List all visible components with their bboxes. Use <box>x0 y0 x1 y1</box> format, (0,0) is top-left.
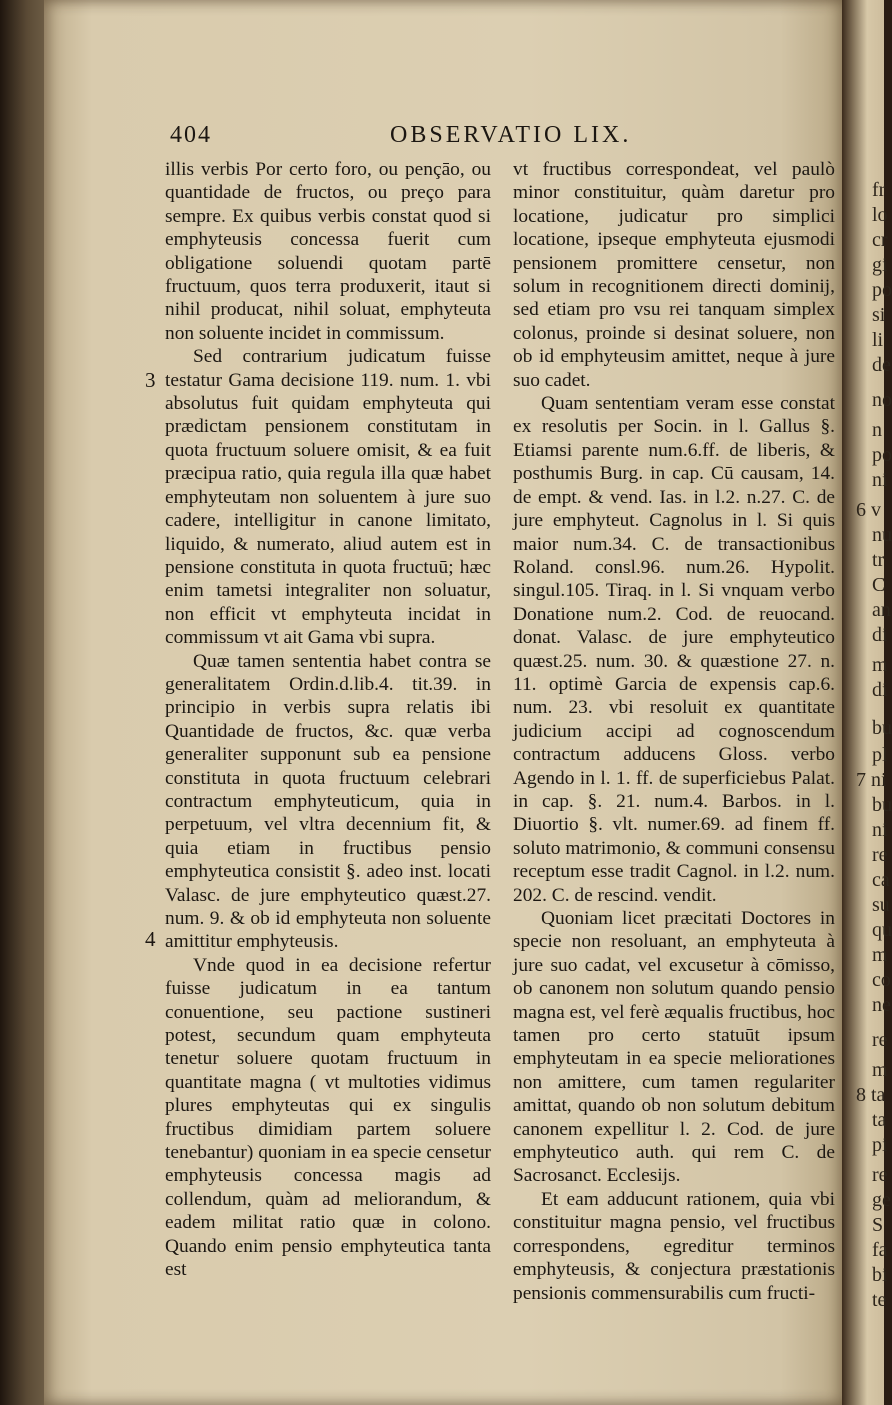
facing-page-fragment: co <box>872 969 891 991</box>
facing-page-fragment: an <box>872 599 891 621</box>
facing-page-fragment: cr <box>872 229 888 251</box>
facing-page-fragment: 8 ta <box>856 1084 886 1106</box>
paragraph: Quam sententiam veram esse constat ex resolutis per Socin. in l. Gallus §. Etiamsi parente num.6.ff. de liberis, & posthumis Burg. in cap. Cū causam, 14. de empt. & vend. Ias. in l.2. n.27. C. de jure emphyteut. Cagnolus in l. Si quis maior num.34. C. de transactionibus Roland. consl.96. num.26. Hypolit. singul.105. Tiraq. in l. Si vnquam verbo Donatione num.2. Cod. de reuocand. donat. Valasc. de jure emphyteutico quæst.25. num. 30. & quæstione 27. n. 11. optimè Garcia de expensis cap.6. num. 23. vbi resoluit ex quantitate judicium accipi ad cognoscendum contractum adducens Gloss. verbo Agendo in l. 1. ff. de superficiebus Palat. in cap. §. 21. num.4. Barbos. in l. Diuortio §. vlt. numer.69. ad finem ff. soluto matrimonio, & communi consensu receptum esse tradit Cagnol. in l.2. num. 202. C. de rescind. vendit. <box>513 393 835 906</box>
facing-page-fragment: m <box>872 654 888 676</box>
running-title: OBSERVATIO LIX. <box>390 122 632 148</box>
facing-page-fragment: ge <box>872 1189 891 1211</box>
facing-page-fragment: fa <box>872 1239 888 1261</box>
facing-page-fragment: m <box>872 944 888 966</box>
facing-page-fragment: re <box>872 1164 888 1186</box>
facing-page-fragment: 6 v <box>856 499 881 521</box>
left-column <box>165 158 491 1282</box>
paragraph: Sed contrarium judicatum fuisse testatur Gama decisione 119. num. 1. vbi absolutus fuit quidam emphyteuta qui prædictam pensionem constitutam in quota fructuum soluere omisit, & ea fuit præcipua ratio, quia regula illa quæ habet emphyteutam non soluentem à jure suo cadere, intelligitur in canone limitato, liquido, & numerato, aliud autem est in pensione constituta in quota fructuū; hæc enim tametsi integraliter non soluatur, non efficit vt emphyteuta incidat in commissum vt ait Gama vbi supra. <box>165 346 491 649</box>
facing-page-fragment: 7 ni <box>856 769 887 791</box>
facing-page-fragment: no <box>872 389 892 411</box>
facing-page-fragment: bu <box>872 717 892 739</box>
facing-page-fragment: de <box>872 354 891 376</box>
facing-page-fragment: si <box>872 304 886 326</box>
facing-page-fragment: C <box>872 574 886 596</box>
facing-page-fragment: re <box>872 844 888 866</box>
paragraph: illis verbis Por certo foro, ou pençāo, ou quantidade de fructos, ou preço para sempre. Ex quibus verbis constat quod si emphyteusis concessa fuerit cum obligatione soluendi quotam partē fructuum, quos terra produxerit, itaut si nihil producat, nihil soluat, emphyteuta non soluente incidet in commissum. <box>165 159 491 344</box>
facing-page-fragment: bu <box>872 794 892 816</box>
facing-page-fragment: te <box>872 1289 887 1311</box>
page-number: 404 <box>170 122 212 148</box>
facing-page-fragment: fr <box>872 179 886 201</box>
facing-page-fragment: n <box>872 419 882 441</box>
page-header <box>170 122 650 152</box>
paragraph: vt fructibus correspondeat, vel paulò minor constituitur, quàm daretur pro locatione, judicatur pro simplici locatione, ipseque emphyteuta ejusmodi pensionem promittere censetur, non solum in recognitionem directi dominij, sed etiam pro vsu rei tanquam simplex colonus, proinde si desinat soluere, non ob id emphyteusim amittet, neque à jure suo cadet. <box>513 159 835 391</box>
facing-page-fragment: pl <box>872 744 888 766</box>
facing-page-fragment: qu <box>872 919 892 941</box>
facing-page-fragment: li <box>872 329 884 351</box>
facing-page-fragment: bi <box>872 1264 888 1286</box>
facing-page-fragment: S <box>872 1214 884 1236</box>
paragraph: Et eam adducunt rationem, quia vbi constituitur magna pensio, vel fructibus correspondens, egreditur terminos emphyteusis, & conjectura præstationis pensionis commensurabilis cum fructi- <box>513 1188 835 1304</box>
facing-page-edge <box>842 0 892 1405</box>
facing-page-fragment: ta <box>872 1109 887 1131</box>
right-column <box>513 158 835 1305</box>
facing-page-fragment: di <box>872 624 888 646</box>
facing-page-fragment: di <box>872 679 888 701</box>
facing-page-fragment: nu <box>872 524 892 546</box>
facing-page-fragment: lo <box>872 204 888 226</box>
facing-page-fragment: ni <box>872 469 888 491</box>
paragraph: Quæ tamen sententia habet contra se generalitatem Ordin.d.lib.4. tit.39. in principio in verbis supra relatis ibi Quantidade de fructos, &c. quæ verba generaliter supponunt sub ea pensione constituta in quota fructuum celebrari contractum emphyteuticum, quia in perpetuum, vel vltra decennium fit, & quia etiam in fructibus pensio emphyteutica consistit §. adeo inst. locati Valasc. de jure emphyteutico quæst.27. num. 9. & ob id emphyteuta non soluente amittitur emphyteusis. <box>165 650 491 953</box>
facing-page-fragment: re <box>872 1029 888 1051</box>
facing-page-fragment: ne <box>872 994 891 1016</box>
facing-page-fragment: su <box>872 894 890 916</box>
paragraph: Vnde quod in ea decisione refertur fuisse judicatum in ea tantum conuentione, seu pactione sustineri potest, secundum quam emphyteuta tenetur soluere quotam fructuum in quantitate magna ( vt multoties vidimus plures emphyteutas qui ex singulis fructibus dimidiam partem soluere tenebantur) quoniam in ea specie censetur emphyteusis concessa magis ad collendum, quàm ad meliorandum, & eadem militat ratio quæ in colono. Quando enim pensio emphyteutica tanta est <box>165 954 491 1281</box>
facing-page-fragment: gi <box>872 254 888 276</box>
facing-page-fragment: pi <box>872 1134 888 1156</box>
margin-note-4: 4 <box>145 927 156 951</box>
facing-page-fragment: ca <box>872 869 890 891</box>
facing-page-fragment: po <box>872 279 892 301</box>
facing-page-fragment: tr <box>872 549 885 571</box>
facing-page-fragment: m <box>872 1059 888 1081</box>
facing-page-fragment: po <box>872 444 892 466</box>
margin-note-3: 3 <box>145 368 156 392</box>
facing-page-fragment: ni <box>872 819 888 841</box>
paragraph: Quoniam licet præcitati Doctores in specie non resoluant, an emphyteuta à jure suo cadat, vel excusetur à cōmisso, ob canonem non solutum quando pensio magna est, vel ferè æqualis fructibus, hoc tamen pro certo statuūt ipsum emphyteutam in ea specie meliorationes non amittere, cum tamen regulariter amittat, quando ob non solutum debitum canonem expellitur l. 2. Cod. de jure emphyteutico auth. qui rem C. de Sacrosanct. Ecclesijs. <box>513 908 836 1187</box>
